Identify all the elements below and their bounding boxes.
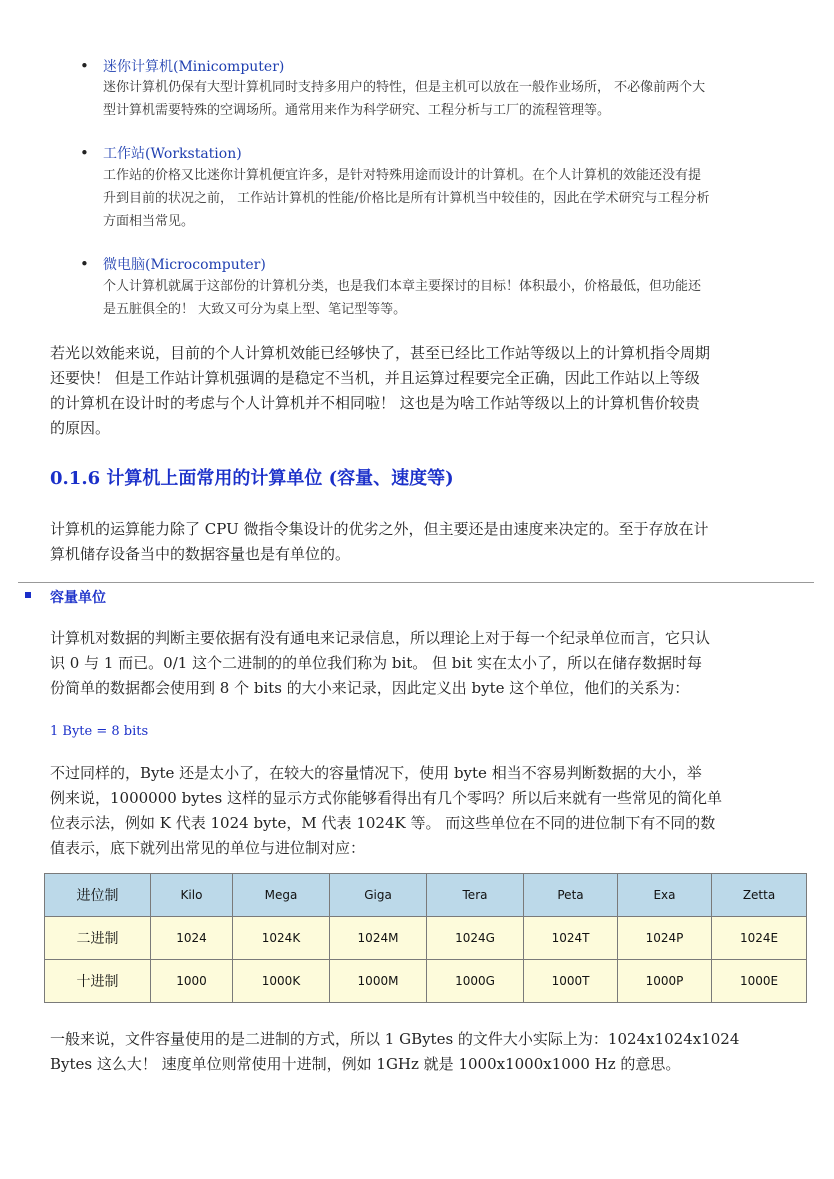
square-bullet-icon bbox=[25, 592, 31, 598]
text-line: 个人计算机就属于这部份的计算机分类，也是我们本章主要探讨的目标！体积最小，价格最低，但功能还 bbox=[103, 279, 702, 294]
table-cell: 1000 bbox=[151, 960, 233, 1003]
text-line: 的计算机在设计时的考虑与个人计算机并不相同啦！ 这也是为啥工作站等级以上的计算机售价较贵 bbox=[50, 394, 700, 412]
table-cell: 1000T bbox=[524, 960, 618, 1003]
text-line: 的原因。 bbox=[50, 419, 111, 437]
text-line: 算机储存设备当中的数据容量也是有单位的。 bbox=[50, 545, 351, 563]
text-line: 工作站的价格又比迷你计算机便宜许多，是针对特殊用途而设计的计算机。在个人计算机的效能还没有提 bbox=[103, 168, 702, 183]
table-header-cell: Mega bbox=[233, 874, 330, 917]
text-line: 若光以效能来说，目前的个人计算机效能已经够快了，甚至已经比工作站等级以上的计算机指令周期 bbox=[50, 344, 711, 362]
table-header-cell: Giga bbox=[330, 874, 427, 917]
horizontal-divider bbox=[18, 582, 814, 583]
paragraph-units bbox=[50, 761, 786, 861]
item-title-workstation: 工作站(Workstation) bbox=[103, 146, 242, 162]
table-cell: 二进制 bbox=[45, 917, 151, 960]
table-cell: 十进制 bbox=[45, 960, 151, 1003]
text-line: 识 0 与 1 而已。0/1 这个二进制的的单位我们称为 bit。 但 bit 实在太小了，所以在储存数据时每 bbox=[50, 654, 702, 672]
table-header-cell: 进位制 bbox=[45, 874, 151, 917]
table-header-row bbox=[45, 874, 807, 917]
text-line: 位表示法，例如 K 代表 1024 byte，M 代表 1024K 等。 而这些单位在不同的进位制下有不同的数 bbox=[50, 814, 716, 832]
text-line: 是五脏俱全的！ 大致又可分为桌上型、笔记型等等。 bbox=[103, 302, 407, 317]
table-cell: 1024 bbox=[151, 917, 233, 960]
table-cell: 1000K bbox=[233, 960, 330, 1003]
table-cell: 1000E bbox=[712, 960, 807, 1003]
text-line: 迷你计算机仍保有大型计算机同时支持多用户的特性，但是主机可以放在一般作业场所， 不必像前两个大 bbox=[103, 80, 706, 95]
table-cell: 1024G bbox=[427, 917, 524, 960]
text-line: 计算机对数据的判断主要依据有没有通电来记录信息，所以理论上对于每一个纪录单位而言，它只认 bbox=[50, 629, 711, 647]
item-body-workstation bbox=[103, 164, 793, 233]
table-header-cell: Kilo bbox=[151, 874, 233, 917]
section-heading: 0.1.6 计算机上面常用的计算单位 (容量、速度等) bbox=[50, 468, 454, 489]
table-cell: 1024M bbox=[330, 917, 427, 960]
unit-table bbox=[44, 873, 807, 1003]
item-title-minicomputer: 迷你计算机(Minicomputer) bbox=[103, 59, 285, 75]
text-line: Bytes 这么大！ 速度单位则常使用十进制，例如 1GHz 就是 1000x1000x1000 Hz 的意思。 bbox=[50, 1055, 681, 1073]
text-line: 型计算机需要特殊的空调场所。通常用来作为科学研究、工程分析与工厂的流程管理等。 bbox=[103, 103, 611, 118]
table-row bbox=[45, 917, 807, 960]
text-line: 方面相当常见。 bbox=[103, 214, 195, 229]
text-line: 升到目前的状况之前， 工作站计算机的性能/价格比是所有计算机当中较佳的，因此在学术研究与工程分析 bbox=[103, 191, 710, 206]
bullet-dot: • bbox=[80, 57, 89, 75]
byte-formula: 1 Byte = 8 bits bbox=[50, 724, 149, 739]
item-title-microcomputer: 微电脑(Microcomputer) bbox=[103, 257, 266, 273]
text-line: 例来说，1000000 bytes 这样的显示方式你能够看得出有几个零吗？所以后来就有一些常见的简化单 bbox=[50, 789, 723, 807]
table-cell: 1000M bbox=[330, 960, 427, 1003]
bullet-dot: • bbox=[80, 144, 89, 162]
text-line: 计算机的运算能力除了 CPU 微指令集设计的优劣之外，但主要还是由速度来决定的。至于存放在计 bbox=[50, 520, 709, 538]
subsection-title: 容量单位 bbox=[50, 590, 106, 606]
table-cell: 1000P bbox=[618, 960, 712, 1003]
item-body-minicomputer bbox=[103, 76, 793, 122]
paragraph-conclusion bbox=[50, 1027, 786, 1077]
text-line: 还要快！ 但是工作站计算机强调的是稳定不当机，并且运算过程要完全正确，因此工作站以上等级 bbox=[50, 369, 700, 387]
text-line: 值表示，底下就列出常见的单位与进位制对应： bbox=[50, 839, 366, 857]
table-cell: 1024E bbox=[712, 917, 807, 960]
table-cell: 1024K bbox=[233, 917, 330, 960]
bullet-dot: • bbox=[80, 255, 89, 273]
table-cell: 1024T bbox=[524, 917, 618, 960]
text-line: 份简单的数据都会使用到 8 个 bits 的大小来记录，因此定义出 byte 这个单位，他们的关系为： bbox=[50, 679, 690, 697]
text-line: 一般来说，文件容量使用的是二进制的方式，所以 1 GBytes 的文件大小实际上为：1024x1024x1024 bbox=[50, 1030, 740, 1048]
text-line: 不过同样的，Byte 还是太小了，在较大的容量情况下，使用 byte 相当不容易判断数据的大小，举 bbox=[50, 764, 702, 782]
paragraph-intro bbox=[50, 517, 786, 567]
table-cell: 1000G bbox=[427, 960, 524, 1003]
paragraph-performance bbox=[50, 341, 786, 441]
table-row bbox=[45, 960, 807, 1003]
table-header-cell: Exa bbox=[618, 874, 712, 917]
table-header-cell: Tera bbox=[427, 874, 524, 917]
table-cell: 1024P bbox=[618, 917, 712, 960]
item-body-microcomputer bbox=[103, 275, 793, 321]
table-header-cell: Peta bbox=[524, 874, 618, 917]
table-header-cell: Zetta bbox=[712, 874, 807, 917]
paragraph-bits bbox=[50, 626, 786, 701]
